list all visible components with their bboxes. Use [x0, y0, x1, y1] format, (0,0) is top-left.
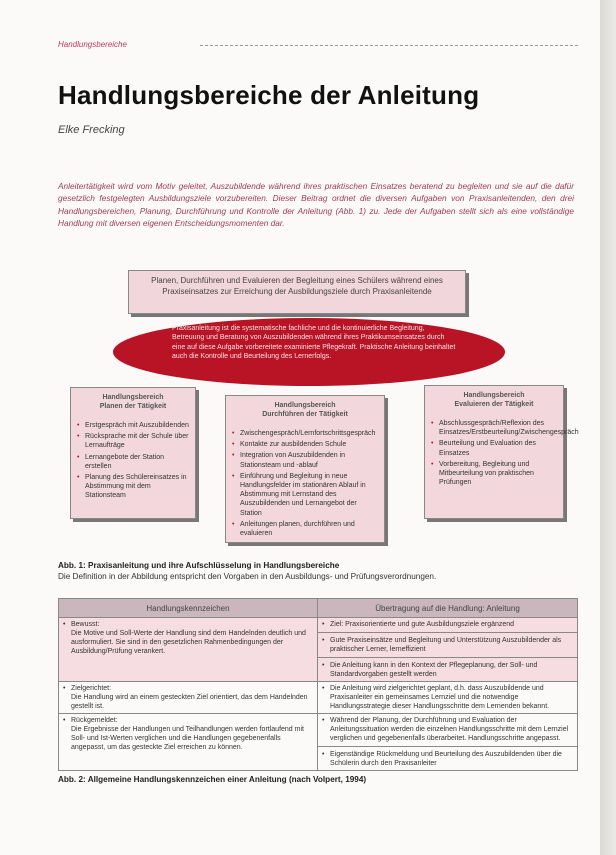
column-planen — [70, 387, 196, 519]
row-point: • Ziel: Praxisorientierte und gute Ausbildungsziele ergänzend — [322, 620, 573, 629]
column-subheading: Planen der Tätigkeit — [99, 403, 167, 410]
table-row — [59, 618, 578, 682]
row-term: • Zielgerichtet: — [63, 684, 313, 693]
cell-divider — [318, 746, 577, 747]
column-heading: Handlungsbereich — [102, 394, 164, 401]
figure2-caption: Abb. 2: Allgemeine Handlungskennzeichen einer Anleitung (nach Volpert, 1994) — [58, 775, 367, 784]
list-item: • Zwischengespräch/Lernfortschrittsgespräch — [240, 429, 380, 438]
table-cell — [318, 618, 578, 682]
list-item: • Lernangebote der Station erstellen — [85, 453, 191, 471]
column-durchfuehren — [225, 395, 385, 543]
list-item: • Erstgespräch mit Auszubildenden — [85, 421, 191, 430]
row-point: • Die Anleitung wird zielgerichtet geplant, d.h. dass Auszubildende und Praxisanleiter ein gemeinsames Lernziel und die notwendige Handlungsstrategie dieser Handlungsschritte dem Lernenden bekannt. — [322, 684, 573, 711]
cell-divider — [318, 632, 577, 633]
table-cell — [59, 618, 318, 682]
list-item: • Rücksprache mit der Schule über Lernaufträge — [85, 432, 191, 450]
row-description: Die Ergebnisse der Handlungen und Teilhandlungen werden fortlaufend mit Soll- und Ist-Werten verglichen und die Handlungen gegebenenfalls angepasst, um das gesteckte Ziel erreichen zu können. — [71, 726, 304, 751]
row-term: • Rückgemeldet: — [63, 716, 313, 725]
column-heading: Handlungsbereich — [463, 392, 525, 399]
article-intro: Anleitertätigkeit wird vom Motiv geleitet, Auszubildende während ihres praktischen Einsatzes beratend zu begleiten und sie auf die dafür gesetzlich festgelegten Ausbildungsziele vorzubereiten. Dieser Beitrag ordnet die diversen Aufgaben von Praxisanleitenden, den drei Handlungsbereichen, Planung, Durchführung und Kontrolle der Anleitung (Abb. 1) zu. Jede der Aufgaben stellt sich als eine vollständige Handlung mit diversen eigenen Entscheidungsmomenten dar. — [58, 181, 574, 229]
figure1-caption: Abb. 1: Praxisanleitung und ihre Aufschlüsselung in Handlungsbereiche — [58, 561, 340, 570]
row-point: • Gute Praxiseinsätze und Begleitung und Unterstützung Auszubildender als praktischer Lerner, lerneffizient — [322, 636, 573, 654]
list-item: • Kontakte zur ausbildenden Schule — [240, 440, 380, 449]
section-header: Handlungsbereiche — [58, 40, 127, 49]
table-header: Handlungskennzeichen — [59, 599, 318, 618]
overview-box: Planen, Durchführen und Evaluieren der Begleitung eines Schülers während eines Praxiseinsatzes zur Erreichung der Ausbildungsziele durch Praxisanleitende — [128, 270, 466, 314]
row-term: • Bewusst: — [63, 620, 313, 629]
page-edge — [600, 0, 616, 855]
column-heading: Handlungsbereich — [274, 402, 336, 409]
table-cell — [318, 714, 578, 771]
row-point: • Während der Planung, der Durchführung und Evaluation der Anleitungssituation werden die einzelnen Handlungsschritte mit dem Lernziel verglichen und gegebenenfalls überarbeitet. Handlungsschritte angepasst. — [322, 716, 573, 743]
row-point: • Eigenständige Rückmeldung und Beurteilung des Auszubildenden über die Schülerin durch den Praxisanleiter — [322, 750, 573, 768]
table-header: Übertragung auf die Handlung: Anleitung — [318, 599, 578, 618]
list-item: • Integration von Auszubildenden in Stationsteam und -ablauf — [240, 451, 380, 469]
table-row — [59, 714, 578, 771]
row-point: • Die Anleitung kann in den Kontext der Pflegeplanung, der Soll- und Standardvorgaben gestellt werden — [322, 661, 573, 679]
definition-text: Praxisanleitung ist die systematische fachliche und die kontinuierliche Begleitung, Betreuung und Beratung von Auszubildenden während ihres Praktikumseinsatzes durch eine auf diese Aufgabe vorbereitete examinierte Pflegekraft. Praktische Anleitung beinhaltet auch die Kontrolle und Beurteilung des Lernerfolgs. — [172, 325, 456, 360]
column-evaluieren — [424, 385, 579, 519]
list-item: • Abschlussgespräch/Reflexion des Einsatzes/Erstbeurteilung/Zwischengespräch — [439, 419, 559, 437]
table-cell — [318, 682, 578, 714]
list-item: • Planung des Schülereinsatzes in Abstimmung mit dem Stationsteam — [85, 473, 191, 501]
table-header-row — [59, 599, 578, 618]
row-description: Die Handlung wird an einem gesteckten Ziel orientiert, das dem Handelnden gestellt ist. — [71, 694, 308, 710]
characteristics-table — [58, 598, 578, 771]
list-item: • Beurteilung und Evaluation des Einsatzes — [439, 439, 559, 457]
cell-divider — [318, 657, 577, 658]
figure1-note: Die Definition in der Abbildung entspricht den Vorgaben in den Ausbildungs- und Prüfungsverordnungen. — [58, 572, 437, 581]
list-item: • Anleitungen planen, durchführen und evaluieren — [240, 520, 380, 538]
list-item: • Einführung und Begleitung in neue Handlungsfelder im stationären Ablauf in Abstimmung mit Lernstand des Auszubildenden und Lernangebot der Station — [240, 472, 380, 518]
column-subheading: Durchführen der Tätigkeit — [262, 411, 348, 418]
table-row — [59, 682, 578, 714]
row-description: Die Motive und Soll-Werte der Handlung sind dem Handelnden deutlich und ausformuliert. Sie sind in den gesetzlichen Rahmenbedingungen der Ausbildung/Prüfung verankert. — [71, 630, 306, 655]
list-item: • Vorbereitung, Begleitung und Mitbeurteilung von praktischen Prüfungen — [439, 460, 559, 488]
table-cell — [59, 714, 318, 771]
column-subheading: Evaluieren der Tätigkeit — [454, 401, 534, 408]
table-cell — [59, 682, 318, 714]
header-rule — [200, 45, 578, 46]
article-title: Handlungsbereiche der Anleitung — [58, 80, 480, 110]
article-author: Elke Frecking — [58, 124, 125, 136]
